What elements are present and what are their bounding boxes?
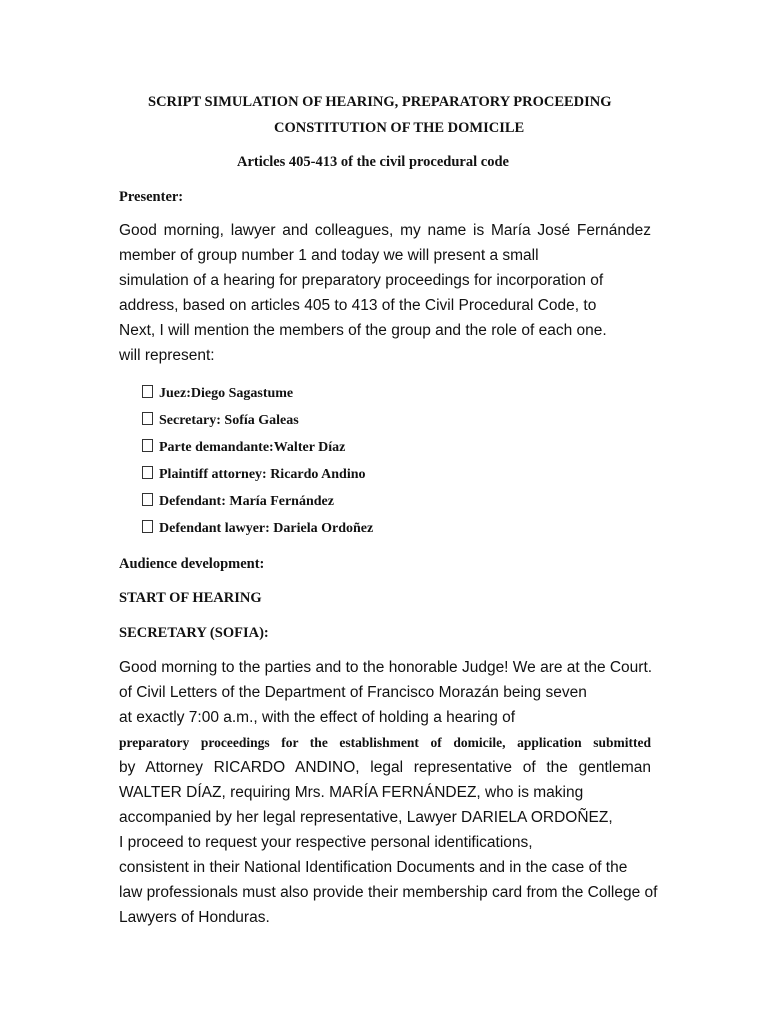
presenter-text-1: Good morning, lawyer and colleagues, my name is María José Fernández	[119, 222, 651, 239]
articles-subtitle: Articles 405-413 of the civil procedural code	[237, 154, 509, 170]
secretary-line-2: of Civil Letters of the Department of Francisco Morazán being seven	[119, 684, 587, 701]
secretary-line-9: consistent in their National Identification Documents and in the case of the	[119, 859, 628, 876]
secretary-line-5	[119, 759, 651, 777]
secretary-text-5: by Attorney RICARDO ANDINO, legal representative of the gentleman	[119, 759, 651, 776]
member-text: Juez:Diego Sagastume	[159, 386, 294, 401]
checkbox-bullet-icon	[142, 466, 153, 479]
member-item-plaintiff-attorney	[142, 466, 366, 483]
secretary-label: SECRETARY (SOFIA):	[119, 625, 269, 641]
secretary-line-10: law professionals must also provide their membership card from the College of	[119, 884, 658, 901]
document-title-line-1: SCRIPT SIMULATION OF HEARING, PREPARATORY PROCEEDING	[148, 94, 612, 110]
presenter-line-3: simulation of a hearing for preparatory proceedings for incorporation of	[119, 272, 604, 289]
member-text: Parte demandante:Walter Díaz	[159, 440, 346, 455]
member-item-secretary	[142, 412, 299, 429]
presenter-line-2: member of group number 1 and today we will present a small	[119, 247, 539, 264]
document-title-line-2: CONSTITUTION OF THE DOMICILE	[274, 120, 525, 136]
secretary-line-8: I proceed to request your respective personal identifications,	[119, 834, 533, 851]
member-text: Plaintiff attorney: Ricardo Andino	[159, 467, 366, 482]
presenter-line-1	[119, 222, 651, 240]
secretary-text-4: preparatory proceedings for the establishment of domicile, application submitted	[119, 735, 651, 750]
presenter-line-4: address, based on articles 405 to 413 of the Civil Procedural Code, to	[119, 297, 597, 314]
member-item-defendant	[142, 493, 334, 510]
presenter-line-5: Next, I will mention the members of the group and the role of each one.	[119, 322, 607, 339]
member-text: Secretary: Sofía Galeas	[159, 413, 299, 428]
presenter-label: Presenter:	[119, 189, 184, 205]
secretary-line-6: WALTER DÍAZ, requiring Mrs. MARÍA FERNÁNDEZ, who is making	[119, 784, 584, 801]
member-item-defendant-lawyer	[142, 520, 373, 537]
checkbox-bullet-icon	[142, 493, 153, 506]
start-of-hearing-label: START OF HEARING	[119, 590, 262, 606]
secretary-line-3: at exactly 7:00 a.m., with the effect of holding a hearing of	[119, 709, 516, 726]
secretary-line-7: accompanied by her legal representative, Lawyer DARIELA ORDOÑEZ,	[119, 809, 613, 826]
checkbox-bullet-icon	[142, 520, 153, 533]
secretary-line-1: Good morning to the parties and to the honorable Judge! We are at the Court.	[119, 659, 653, 676]
member-text: Defendant: María Fernández	[159, 494, 334, 509]
secretary-line-4	[119, 735, 651, 751]
member-item-judge	[142, 385, 293, 402]
member-text: Defendant lawyer: Dariela Ordoñez	[159, 521, 374, 536]
member-item-plaintiff	[142, 439, 345, 456]
presenter-line-6: will represent:	[119, 347, 215, 364]
secretary-line-11: Lawyers of Honduras.	[119, 909, 270, 926]
checkbox-bullet-icon	[142, 412, 153, 425]
audience-development-label: Audience development:	[119, 556, 265, 572]
checkbox-bullet-icon	[142, 439, 153, 452]
checkbox-bullet-icon	[142, 385, 153, 398]
